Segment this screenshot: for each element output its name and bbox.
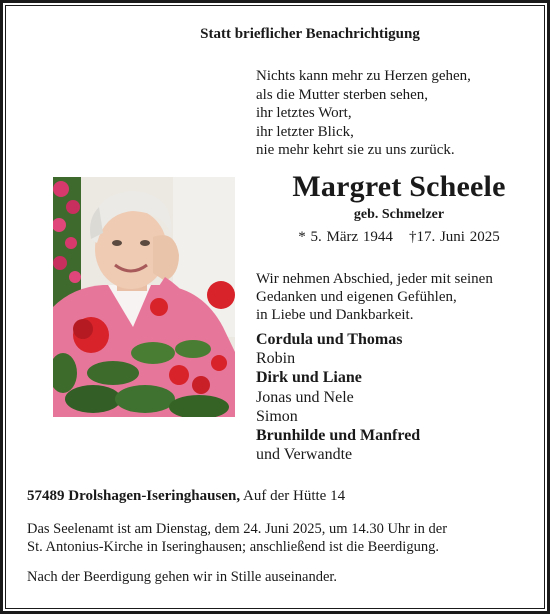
poem-line: ihr letzter Blick, — [256, 123, 354, 140]
service-line: St. Antonius-Kirche in Iseringhausen; anschließend ist die Beerdigung. — [27, 539, 439, 555]
farewell-line: Wir nehmen Abschied, jeder mit seinen — [256, 271, 493, 287]
death-date: †17. Juni 2025 — [408, 229, 500, 245]
service-line: Das Seelenamt ist am Dienstag, dem 24. Juni 2025, um 14.30 Uhr in der — [27, 521, 448, 537]
mourner-name: Simon — [256, 407, 298, 425]
poem — [256, 67, 536, 160]
mourners-list — [256, 330, 541, 464]
poem-line: als die Mutter sterben sehen, — [256, 86, 429, 103]
poem-line: Nichts kann mehr zu Herzen gehen, — [256, 68, 471, 84]
service-info — [27, 520, 527, 556]
farewell-text — [256, 270, 541, 324]
life-dates — [252, 229, 546, 246]
mourner-family: Cordula und Thomas — [256, 331, 403, 348]
deceased-name: Margret Scheele — [292, 170, 506, 203]
mourner-family: Brunhilde und Manfred — [256, 427, 421, 445]
mourner-name: und Verwandte — [256, 446, 353, 464]
family-address — [27, 488, 527, 505]
poem-line: ihr letztes Wort, — [256, 105, 352, 121]
maiden-name: geb. Schmelzer — [353, 207, 445, 222]
address-town: 57489 Drolshagen-Iseringhausen, — [27, 488, 241, 504]
farewell-line: Gedanken und eigenen Gefühlen, — [256, 289, 457, 305]
portrait-photo — [53, 177, 235, 417]
birth-date: * 5. März 1944 — [298, 229, 393, 245]
closing-note: Nach der Beerdigung gehen wir in Stille auseinander. — [27, 569, 338, 585]
mourner-name: Robin — [256, 350, 296, 368]
farewell-line: in Liebe und Dankbarkeit. — [256, 307, 414, 323]
poem-line: nie mehr kehrt sie zu uns zurück. — [256, 142, 455, 158]
mourner-name: Jonas und Nele — [256, 388, 354, 406]
notice-header: Statt brieflicher Benachrichtigung — [200, 26, 420, 42]
address-street: Auf der Hütte 14 — [243, 488, 346, 504]
mourner-family: Dirk und Liane — [256, 369, 362, 387]
